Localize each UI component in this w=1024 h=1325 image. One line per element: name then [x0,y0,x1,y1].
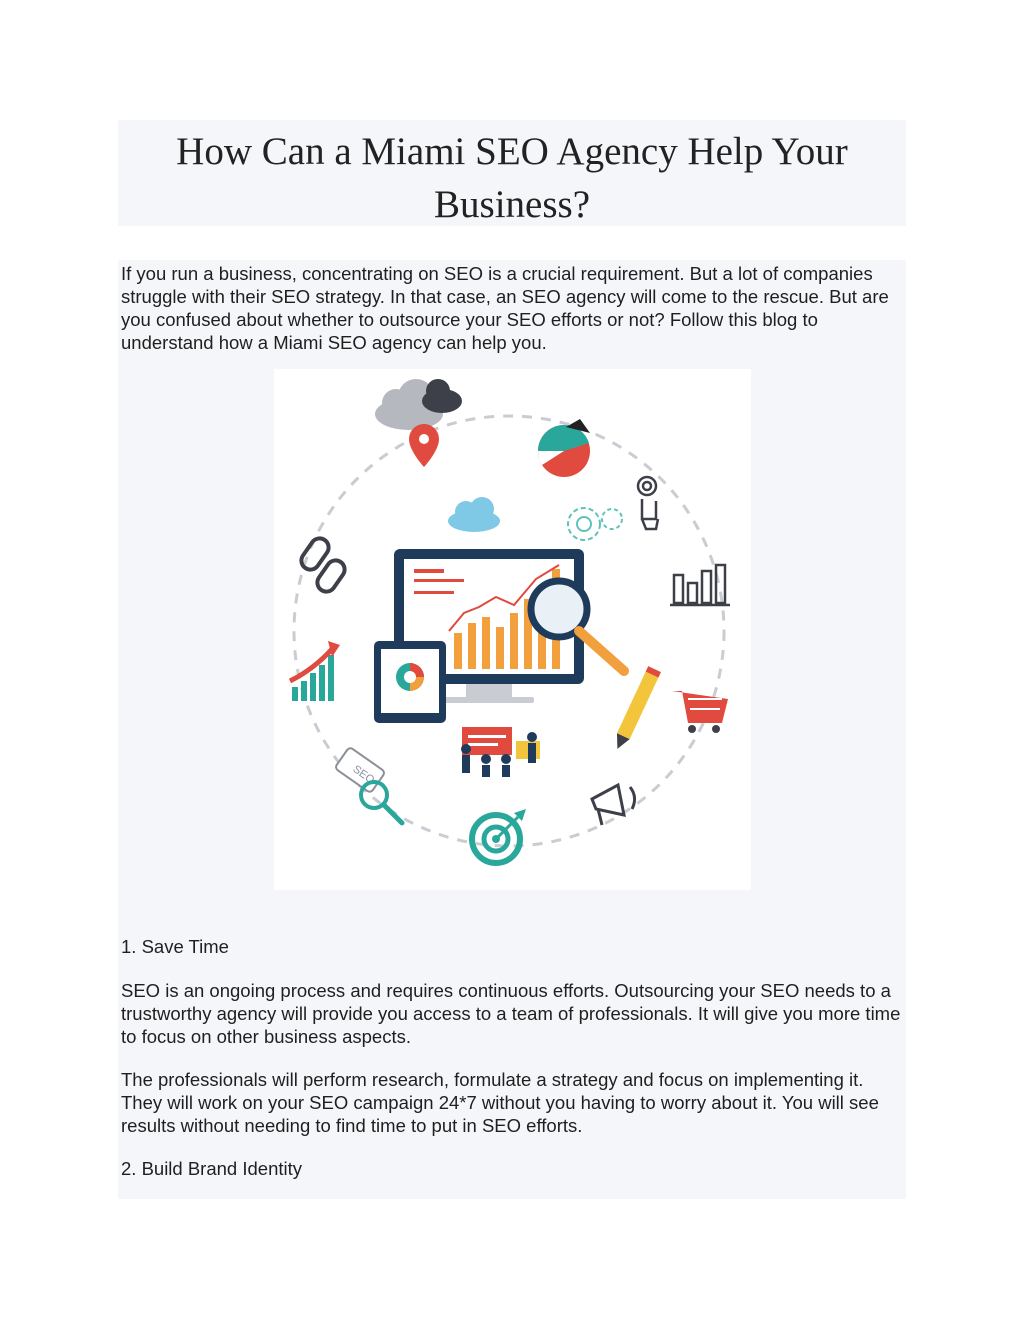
section-1-paragraph-2: The professionals will perform research, formulate a strategy and focus on implementing it. They will work on your SEO campaign 24*7 without you having to worry about it. You will see results without needing to find time to put in SEO efforts. [121,1069,879,1136]
target-icon [472,809,526,863]
svg-text:SEO: SEO [350,763,377,787]
section-1-heading: 1. Save Time [121,936,229,957]
touch-gesture-icon [638,477,658,529]
title-panel [118,120,906,226]
page-title: How Can a Miami SEO Agency Help Your Business? [176,130,848,226]
section-2-heading: 2. Build Brand Identity [121,1158,302,1179]
seo-tag-icon [335,747,402,823]
cloud-icon [448,497,500,532]
section-1-paragraph-1: SEO is an ongoing process and requires continuous efforts. Outsourcing your SEO needs to a trustworthy agency will provide you access to a team of professionals. It will give you more time to focus on other business aspects. [121,980,901,1047]
intro-paragraph: If you run a business, concentrating on SEO is a crucial requirement. But a lot of companies struggle with their SEO strategy. In that case, an SEO agency will come to the rescue. But are you confused about whether to outsource your SEO efforts or not? Follow this blog to understand how a Miami SEO agency can help you. [121,263,889,353]
cloud-icon [375,379,462,430]
gear-icon [568,508,622,540]
pie-chart-icon [538,419,590,477]
map-pin-icon [409,424,439,467]
pencil-icon [611,666,661,752]
tablet-icon [374,641,446,723]
team-icon [461,727,540,777]
seo-illustration [274,369,751,890]
